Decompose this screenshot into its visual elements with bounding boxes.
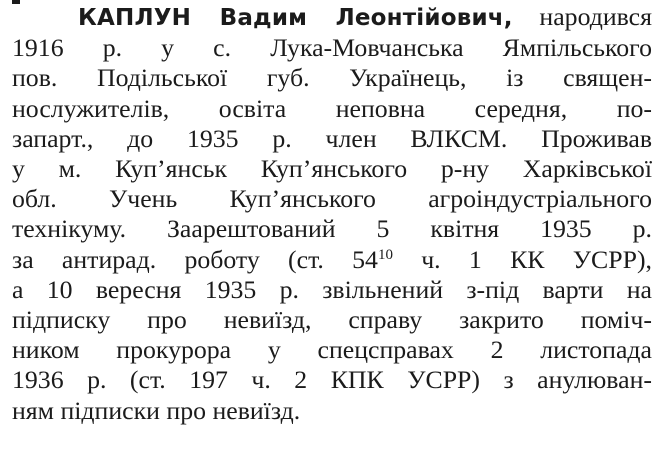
- entry-line-6: у м. Куп’янськ Куп’янського р-ну Харківської: [12, 154, 652, 184]
- entry-line-12: ником прокурора у спецсправах 2 листопада: [12, 335, 652, 365]
- entry-text-9b: ч. 1 КК УСРР),: [392, 244, 652, 274]
- page-edge-mark: [12, 0, 20, 4]
- entry-line-7: обл. Учень Куп’янського агроіндустріального: [12, 184, 652, 214]
- entry-line-5: запарт., до 1935 р. член ВЛКСМ. Проживав: [12, 123, 652, 153]
- entry-text-1: народився: [512, 2, 652, 31]
- entry-line-10: а 10 вересня 1935 р. звільнений з-під варти на: [12, 274, 652, 304]
- biography-entry: [12, 0, 652, 426]
- entry-line-2: 1916 р. у с. Лука-Мовчанська Ямпільського: [12, 33, 652, 63]
- article-superscript: 10: [377, 246, 393, 263]
- entry-line-3: пов. Подільської губ. Українець, із священ-: [12, 63, 652, 93]
- entry-line-1: [12, 2, 652, 33]
- document-page: [12, 0, 652, 464]
- person-name: КАПЛУН Вадим Леонтійович,: [78, 5, 513, 31]
- entry-line-8: технікуму. Заарештований 5 квітня 1935 р.: [12, 214, 652, 244]
- entry-line-4: нослужителів, освіта неповна середня, по-: [12, 93, 652, 123]
- entry-line-11: підписку про невиїзд, справу закрито поміч-: [12, 305, 652, 335]
- entry-line-13: 1936 р. (ст. 197 ч. 2 КПК УСРР) з анулюван-: [12, 365, 652, 395]
- entry-text-9a: за антирад. роботу (ст. 54: [12, 244, 378, 274]
- entry-line-14: ням підписки про невиїзд.: [12, 395, 301, 425]
- entry-line-9: [12, 245, 652, 275]
